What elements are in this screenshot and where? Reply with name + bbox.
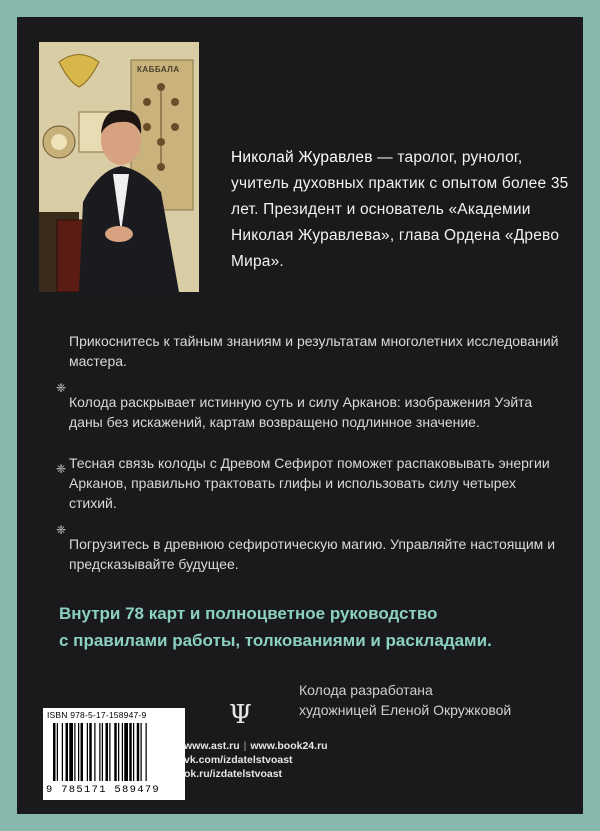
ornament-icon: ❈ (56, 523, 67, 537)
barcode-bar (129, 723, 132, 781)
ornament-icon: ❈ (56, 381, 67, 395)
barcode-bar (94, 723, 95, 781)
link-separator: | (243, 740, 247, 752)
barcode-bar (89, 723, 92, 781)
site-link-book24[interactable]: www.book24.ru (250, 740, 328, 752)
book-back-cover (17, 17, 583, 814)
publisher-logo-icon: Ψ (229, 700, 252, 730)
author-bio (231, 145, 576, 275)
isbn-number: ISBN 978-5-17-158947-9 (47, 710, 147, 720)
barcode-bar (102, 723, 103, 781)
feature-item (56, 453, 559, 537)
publisher-links (184, 739, 328, 781)
author-name: Николай Журавлев (231, 149, 373, 166)
barcode-bar (133, 723, 134, 781)
credit-line-2: художницей Еленой Окружковой (299, 702, 512, 718)
highlight-line-2: с правилами работы, толкованиями и раскладами. (59, 631, 492, 650)
barcode-bar (137, 723, 140, 781)
feature-text: Тесная связь колоды с Древом Сефирот поможет распаковывать энергии Арканов, правильно трактовать глифы и использовать силу четырех стихий. (69, 455, 550, 511)
barcode-digits: 9 785171 589479 (46, 784, 161, 796)
barcode-bar (99, 723, 100, 781)
barcode-bar (124, 723, 128, 781)
credit-line-1: Колода разработана (299, 682, 433, 698)
barcode-bar (74, 723, 75, 781)
barcode-bar (114, 723, 117, 781)
feature-item (69, 534, 559, 574)
contents-highlight (59, 600, 579, 654)
feature-item (56, 331, 559, 395)
barcode-bar (146, 723, 147, 781)
barcode-bar (57, 723, 58, 781)
artist-credit (299, 680, 569, 720)
barcode-bar (53, 723, 56, 781)
site-link-ast[interactable]: www.ast.ru (184, 740, 240, 752)
barcode-bar (66, 723, 69, 781)
barcode-bar (122, 723, 123, 781)
barcode-image (53, 723, 177, 783)
barcode-bar (81, 723, 84, 781)
feature-text: Колода раскрывает истинную суть и силу Арканов: изображения Уэйта даны без искажений, картам возвращено подлинное значение. (69, 394, 533, 430)
barcode-bar (69, 723, 73, 781)
author-description: — таролог, рунолог, учитель духовных практик с опытом более 35 лет. Президент и основатель «Академии Николая Журавлева», глава Ордена «Древо Мира». (231, 149, 569, 270)
barcode-bar (118, 723, 119, 781)
feature-text: Погрузитесь в древнюю сефиротическую магию. Управляйте настоящим и предсказывайте будущее. (69, 536, 556, 572)
photo-wall-sign: КАББАЛА (137, 65, 180, 74)
ornament-icon: ❈ (56, 462, 67, 476)
author-portrait-image (39, 42, 199, 292)
barcode-bar (62, 723, 63, 781)
feature-list (56, 331, 559, 595)
feature-text: Прикоснитесь к тайным знаниям и результатам многолетних исследований мастера. (69, 333, 559, 369)
highlight-line-1: Внутри 78 карт и полноцветное руководство (59, 604, 438, 623)
feature-item (56, 392, 559, 476)
vk-link[interactable]: vk.com/izdatelstvoast (184, 754, 293, 766)
author-photo (39, 42, 199, 292)
ok-link[interactable]: ok.ru/izdatelstvoast (184, 768, 283, 780)
barcode-bar (109, 723, 110, 781)
barcode-bar (78, 723, 79, 781)
barcode-bar (106, 723, 109, 781)
barcode-bar (87, 723, 88, 781)
barcode-bar (141, 723, 142, 781)
barcode-block (43, 708, 185, 800)
